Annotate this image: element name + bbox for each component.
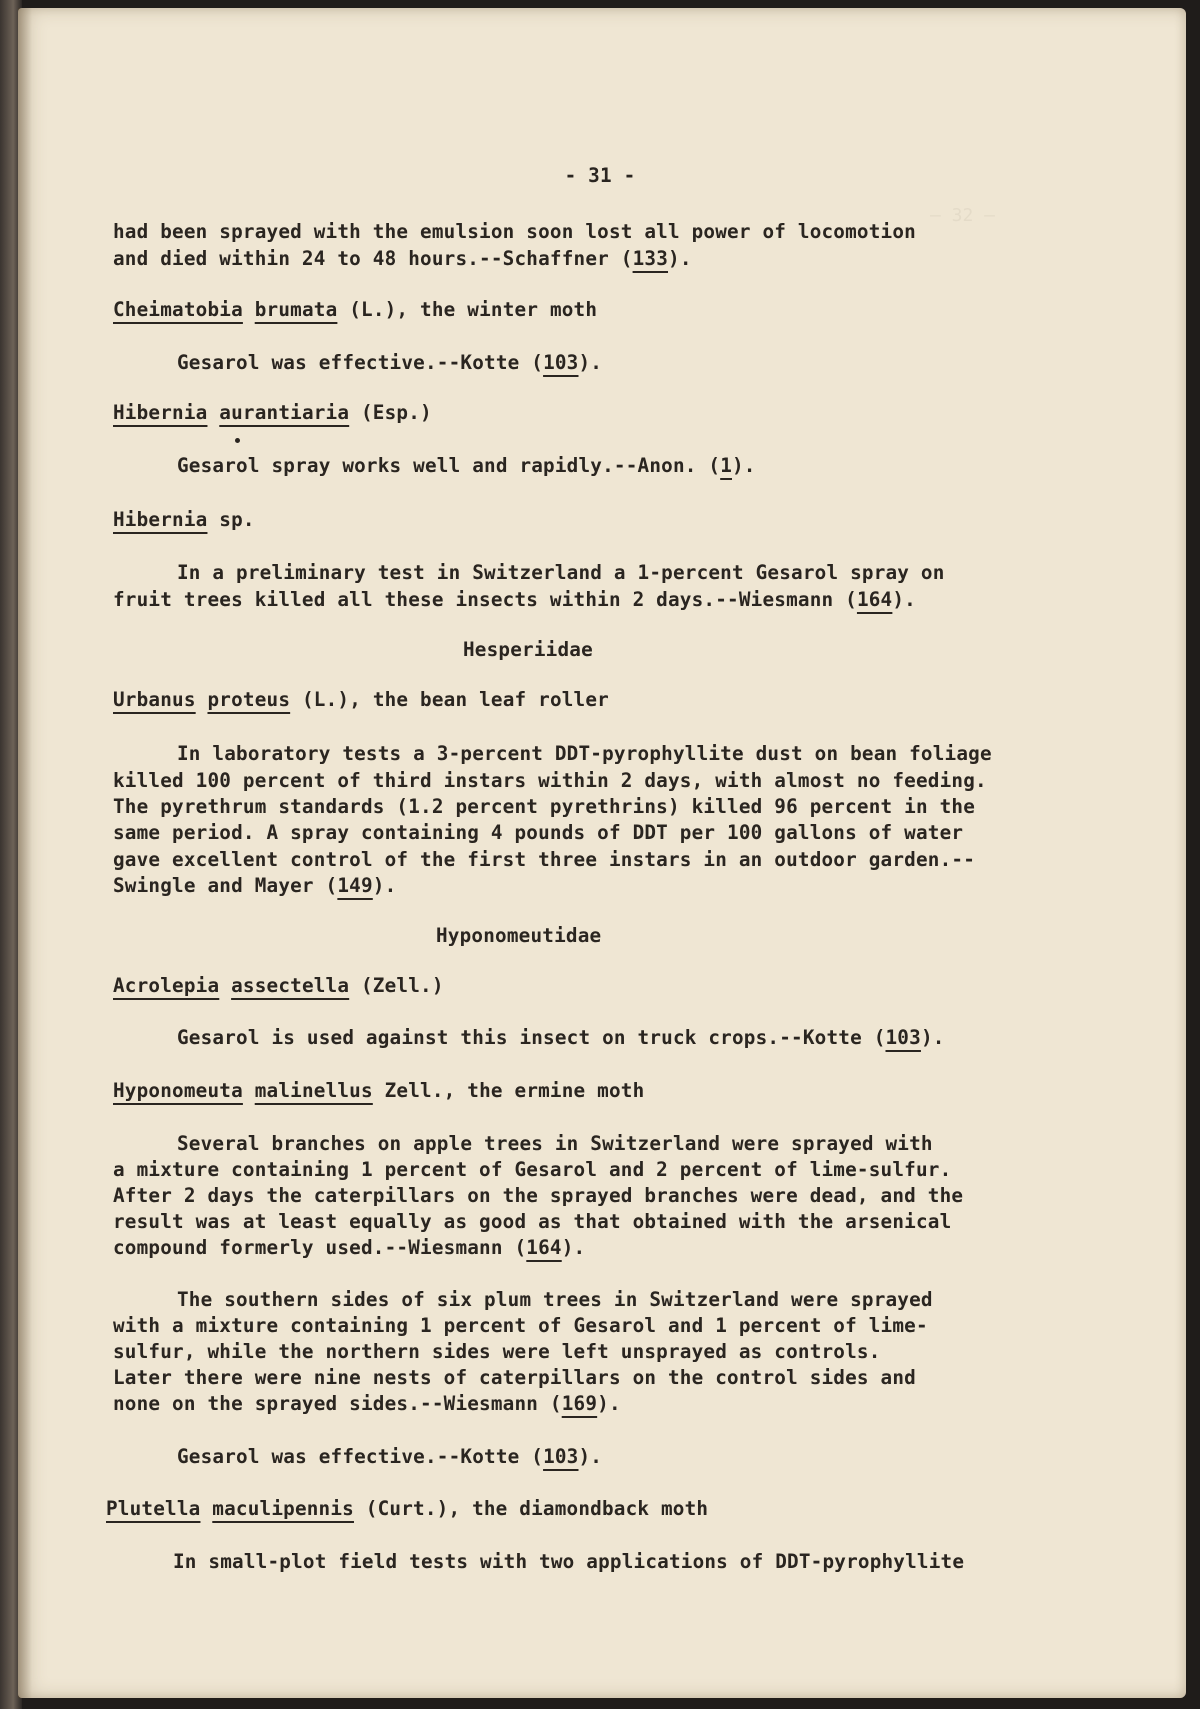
citation-reference: 103 (543, 1445, 579, 1468)
family-heading: Hesperiidae (463, 638, 593, 661)
citation-reference: 149 (337, 874, 373, 897)
species-heading: Urbanus proteus (L.), the bean leaf roller (113, 688, 609, 711)
species-name: brumata (254, 298, 338, 321)
paragraph-line: The pyrethrum standards (1.2 percent pyrethrins) killed 96 percent in the (113, 795, 976, 818)
paragraph-line: In small-plot field tests with two applications of DDT-pyrophyllite (173, 1550, 965, 1573)
species-name: aurantiaria (219, 401, 350, 424)
species-heading: Hibernia aurantiaria (Esp.) (113, 401, 432, 424)
citation-reference: 164 (856, 588, 893, 611)
paragraph-line: killed 100 percent of third instars within 2 days, with almost no feeding. (113, 769, 987, 792)
paragraph-line: had been sprayed with the emulsion soon lost all power of locomotion (113, 220, 916, 243)
citation-reference: 133 (632, 247, 669, 270)
paragraph-line: In a preliminary test in Switzerland a 1-percent Gesarol spray on (177, 561, 945, 584)
paragraph-line: with a mixture containing 1 percent of Gesarol and 1 percent of lime- (113, 1314, 928, 1337)
paragraph-line: same period. A spray containing 4 pounds of DDT per 100 gallons of water (113, 821, 964, 844)
citation-reference: 103 (543, 351, 579, 374)
paragraph-line: Gesarol was effective.--Kotte (103). (177, 351, 603, 374)
paragraph-line: Gesarol was effective.--Kotte (103). (177, 1445, 603, 1468)
genus-name: Hyponomeuta (113, 1079, 243, 1102)
genus-name: Hibernia (113, 508, 208, 531)
citation-reference: 1 (720, 454, 732, 477)
paragraph-line: result was at least equally as good as that obtained with the arsenical (113, 1210, 952, 1233)
paragraph-line: In laboratory tests a 3-percent DDT-pyrophyllite dust on bean foliage (177, 742, 992, 765)
species-heading: Cheimatobia brumata (L.), the winter moth (113, 298, 598, 321)
species-name: proteus (207, 688, 291, 711)
paragraph-line: gave excellent control of the first three instars in an outdoor garden.-- (113, 848, 976, 871)
genus-name: Plutella (106, 1497, 201, 1520)
paragraph-line: sulfur, while the northern sides were left unsprayed as controls. (113, 1340, 881, 1363)
bleed-through: — 32 — (930, 205, 996, 226)
paragraph-line: The southern sides of six plum trees in Switzerland were sprayed (177, 1288, 933, 1311)
species-name: maculipennis (212, 1497, 354, 1520)
stray-mark (235, 438, 240, 443)
species-heading: Plutella maculipennis (Curt.), the diamondback moth (106, 1497, 709, 1520)
paragraph-line: Later there were nine nests of caterpillars on the control sides and (113, 1366, 916, 1389)
paragraph-line: and died within 24 to 48 hours.--Schaffner (133). (113, 247, 692, 270)
species-heading: Hibernia sp. (113, 508, 255, 531)
citation-reference: 103 (885, 1026, 921, 1049)
paragraph-line: Gesarol spray works well and rapidly.--Anon. (1). (177, 454, 756, 477)
species-name: malinellus (254, 1079, 373, 1102)
spine-shadow (18, 8, 32, 1698)
genus-name: Cheimatobia (113, 298, 243, 321)
species-heading: Acrolepia assectella (Zell.) (113, 974, 444, 997)
paragraph-line: Swingle and Mayer (149). (113, 874, 397, 897)
genus-name: Acrolepia (113, 974, 220, 997)
paragraph-line: none on the sprayed sides.--Wiesmann (169). (113, 1392, 621, 1415)
paragraph-line: After 2 days the caterpillars on the sprayed branches were dead, and the (113, 1184, 964, 1207)
species-name: assectella (231, 974, 350, 997)
paragraph-line: Gesarol is used against this insect on truck crops.--Kotte (103). (177, 1026, 945, 1049)
genus-name: Urbanus (113, 688, 196, 711)
citation-reference: 164 (526, 1236, 562, 1259)
paragraph-line: compound formerly used.--Wiesmann (164). (113, 1236, 586, 1259)
genus-name: Hibernia (113, 401, 208, 424)
species-heading: Hyponomeuta malinellus Zell., the ermine moth (113, 1079, 645, 1102)
paragraph-line: Several branches on apple trees in Switzerland were sprayed with (177, 1132, 933, 1155)
family-heading: Hyponomeutidae (436, 924, 602, 947)
citation-reference: 169 (561, 1392, 598, 1415)
page-number: - 31 - (564, 164, 636, 187)
paragraph-line: fruit trees killed all these insects within 2 days.--Wiesmann (164). (113, 588, 916, 611)
paragraph-line: a mixture containing 1 percent of Gesarol and 2 percent of lime-sulfur. (113, 1158, 952, 1181)
